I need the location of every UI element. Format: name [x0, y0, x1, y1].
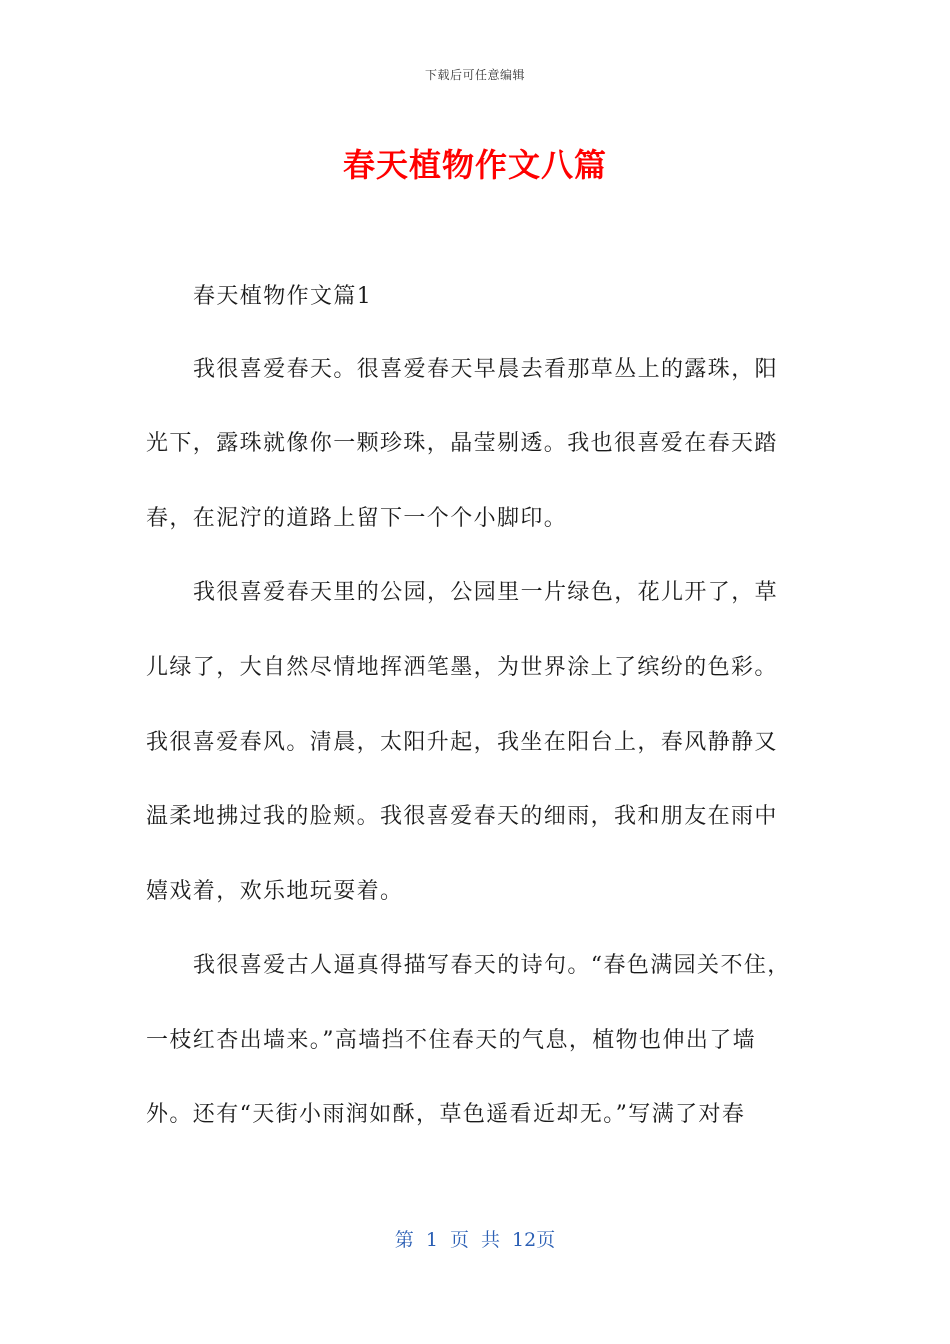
page-number-footer: 第 1 页 共 12页 — [394, 1229, 556, 1251]
body-line: 我很喜爱春风。清晨，太阳升起，我坐在阳台上，春风静静又 — [146, 730, 778, 755]
body-line: 一枝红杏出墙来。”高墙挡不住春天的气息，植物也伸出了墙 — [146, 1028, 757, 1053]
body-line: 嬉戏着，欢乐地玩耍着。 — [146, 879, 404, 904]
body-line: 我很喜爱春天。很喜爱春天早晨去看那草丛上的露珠，阳 — [193, 357, 779, 382]
body-line: 光下，露珠就像你一颗珍珠，晶莹剔透。我也很喜爱在春天踏 — [146, 431, 778, 456]
body-line: 儿绿了，大自然尽情地挥洒笔墨，为世界涂上了缤纷的色彩。 — [146, 655, 778, 680]
body-line: 外。还有“天街小雨润如酥，草色遥看近却无。”写满了对春 — [146, 1102, 746, 1127]
header-note: 下载后可任意编辑 — [424, 68, 525, 82]
section-heading: 春天植物作文篇1 — [193, 284, 373, 309]
body-line: 温柔地拂过我的脸颊。我很喜爱春天的细雨，我和朋友在雨中 — [146, 804, 778, 829]
body-line: 我很喜爱春天里的公园，公园里一片绿色，花儿开了，草 — [193, 580, 779, 605]
body-line: 春，在泥泞的道路上留下一个个小脚印。 — [146, 506, 568, 531]
document-title: 春天植物作文八篇 — [342, 146, 607, 184]
body-line: 我很喜爱古人逼真得描写春天的诗句。“春色满园关不住， — [193, 953, 791, 978]
